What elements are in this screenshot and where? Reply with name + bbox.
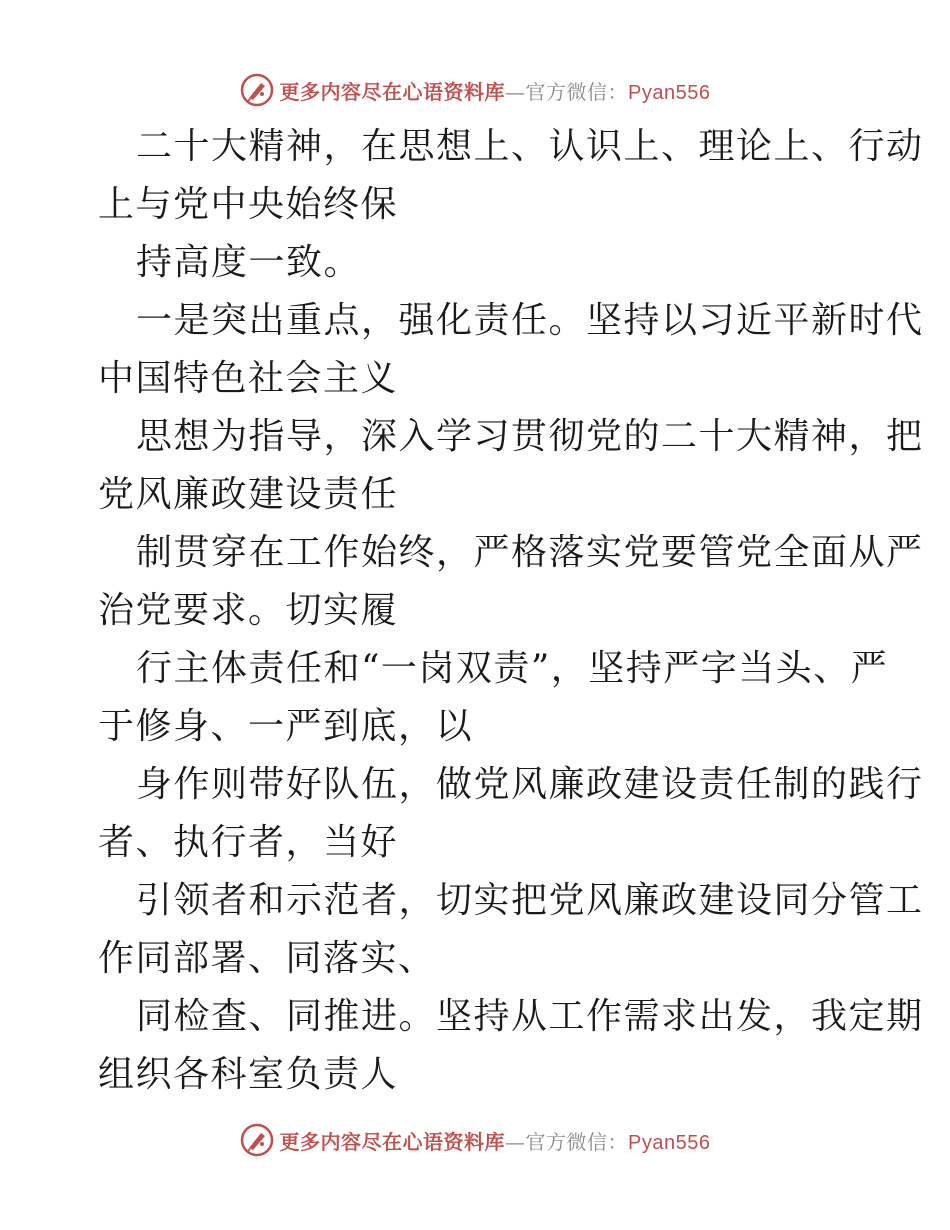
text-line: 治党要求。切实履 <box>98 590 399 631</box>
watermark-main: 更多内容尽在心语资料库 <box>279 1129 506 1154</box>
header-watermark <box>0 70 950 110</box>
text-line: 行主体责任和“一岗双责”，坚持严字当头、严 <box>136 648 889 689</box>
watermark-id: Pyan556 <box>628 81 711 104</box>
text-line: 二十大精神，在思想上、认识上、理论上、行动 <box>136 126 924 167</box>
text-line: 者、执行者，当好 <box>98 822 399 863</box>
watermark-text <box>280 1126 711 1155</box>
footer-watermark <box>0 1120 950 1160</box>
pen-logo-icon <box>240 1123 274 1157</box>
text-line: 党风廉政建设责任 <box>98 474 399 515</box>
text-line: 组织各科室负责人 <box>98 1054 399 1095</box>
text-line: 于修身、一严到底，以 <box>98 706 474 747</box>
watermark-main: 更多内容尽在心语资料库 <box>279 79 506 104</box>
text-line: 引领者和示范者，切实把党风廉政建设同分管工 <box>136 880 924 921</box>
watermark-official: —官方微信： <box>505 1129 629 1154</box>
text-line: 身作则带好队伍，做党风廉政建设责任制的践行 <box>136 764 924 805</box>
pen-logo-icon <box>240 73 274 107</box>
text-line: 持高度一致。 <box>136 242 362 283</box>
text-line: 同检查、同推进。坚持从工作需求出发，我定期 <box>136 996 924 1037</box>
watermark-text <box>280 76 711 105</box>
watermark-official: —官方微信： <box>505 79 629 104</box>
text-line: 思想为指导，深入学习贯彻党的二十大精神，把 <box>136 416 924 457</box>
text-line: 作同部署、同落实、 <box>98 938 436 979</box>
document-body <box>98 118 924 1104</box>
text-line: 上与党中央始终保 <box>98 184 399 225</box>
watermark-id: Pyan556 <box>628 1131 711 1154</box>
text-line: 一是突出重点，强化责任。坚持以习近平新时代 <box>136 300 924 341</box>
text-line: 中国特色社会主义 <box>98 358 399 399</box>
text-line: 制贯穿在工作始终，严格落实党要管党全面从严 <box>136 532 924 573</box>
